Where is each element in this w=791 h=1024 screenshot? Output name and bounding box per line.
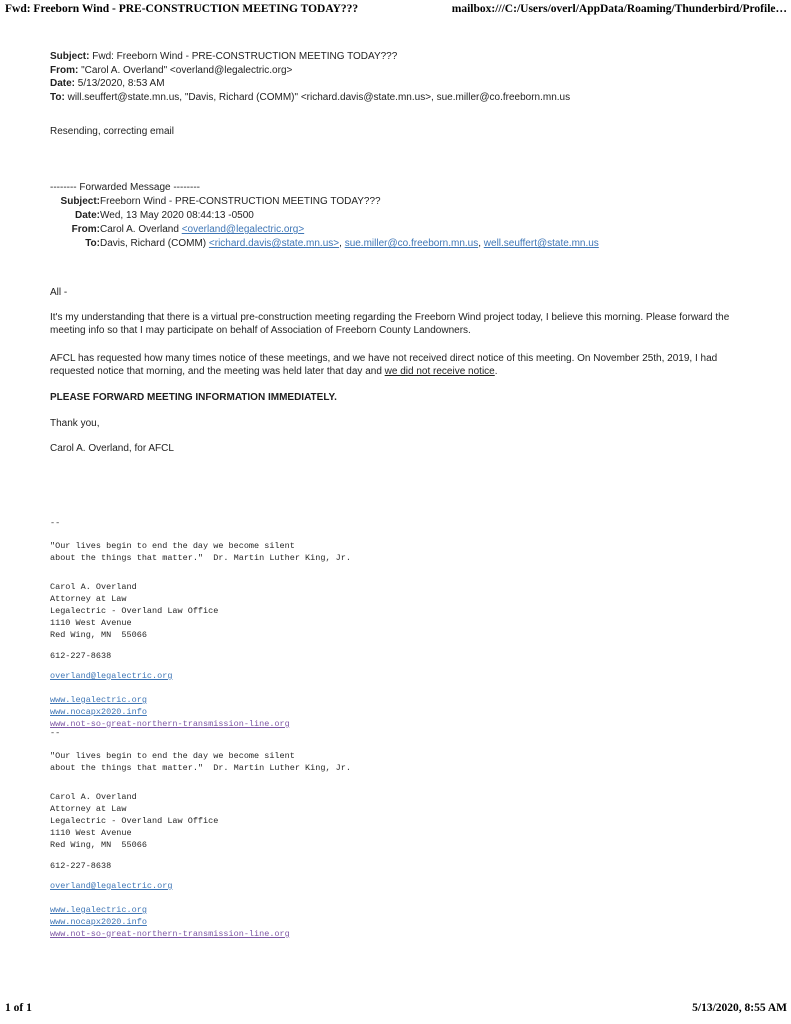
fwd-date-row — [50, 209, 750, 223]
sig-dashes: -- — [50, 518, 61, 528]
forwarded-message-block — [50, 181, 750, 251]
print-footer-page-count: 1 of 1 — [5, 1002, 32, 1014]
sig-dashes: -- — [50, 728, 61, 738]
mail-headers — [50, 50, 750, 104]
sig-link1-row — [50, 694, 750, 706]
demand-line: PLEASE FORWARD MEETING INFORMATION IMMEDIATELY. — [50, 392, 337, 403]
para2-underlined-phrase: we did not receive notice — [384, 365, 495, 377]
fwd-to-sep2: , — [478, 238, 484, 249]
print-header — [5, 3, 787, 15]
sig-link2-row — [50, 916, 750, 928]
nocapx-link[interactable]: www.nocapx2020.info — [50, 917, 147, 927]
transmission-line-link[interactable]: www.not-so-great-northern-transmission-line.org — [50, 719, 290, 729]
fwd-subject-value: Freeborn Wind - PRE-CONSTRUCTION MEETING TODAY??? — [100, 196, 381, 207]
sig-email-link[interactable]: overland@legalectric.org — [50, 671, 173, 681]
sig-name: Carol A. Overland — [50, 582, 137, 592]
sig-email-link[interactable]: overland@legalectric.org — [50, 881, 173, 891]
date-value: 5/13/2020, 8:53 AM — [77, 78, 165, 89]
sig-quote-line2: about the things that matter." Dr. Martin Luther King, Jr. — [50, 553, 351, 563]
header-date-row — [50, 77, 750, 91]
fwd-from-row — [50, 223, 750, 237]
fwd-to-row — [50, 237, 750, 251]
fwd-from-value — [100, 223, 304, 237]
sig-link2-row — [50, 706, 750, 718]
print-header-title: Fwd: Freeborn Wind - PRE-CONSTRUCTION MEETING TODAY??? — [5, 3, 359, 15]
fwd-to-link-richard[interactable]: <richard.davis@state.mn.us> — [208, 238, 340, 249]
fwd-from-email-link[interactable]: <overland@legalectric.org> — [181, 224, 305, 235]
to-value: will.seuffert@state.mn.us, "Davis, Richard (COMM)" <richard.davis@state.mn.us>, sue.miller@co.freeborn.mn.us — [67, 91, 571, 103]
sig-link1-row — [50, 904, 750, 916]
sig-quote-line2: about the things that matter." Dr. Martin Luther King, Jr. — [50, 763, 351, 773]
sig-link3-row — [50, 928, 750, 940]
from-label: From: — [50, 64, 82, 76]
sig-email-row — [50, 670, 750, 682]
fwd-to-name: Davis, Richard (COMM) — [100, 238, 209, 249]
paragraph-meeting-request: It's my understanding that there is a virtual pre-construction meeting regarding the Freeborn Wind project today, I believe this morning. Please forward the meeting info so that I may participate on behalf of Association of Freeborn County Landowners. — [50, 312, 730, 336]
fwd-to-link-will[interactable]: well.seuffert@state.mn.us — [483, 238, 599, 249]
date-label: Date: — [50, 78, 78, 89]
transmission-line-link[interactable]: www.not-so-great-northern-transmission-line.org — [50, 929, 290, 939]
fwd-to-value — [100, 237, 599, 251]
subject-value: Fwd: Freeborn Wind - PRE-CONSTRUCTION MEETING TODAY??? — [92, 51, 398, 62]
paragraph-notice-history — [50, 353, 750, 378]
header-to-row — [50, 91, 750, 105]
from-value: "Carol A. Overland" <overland@legalectric.org> — [81, 64, 293, 76]
sig-street: 1110 West Avenue — [50, 828, 132, 838]
sig-title: Attorney at Law — [50, 804, 127, 814]
signature-block-1 — [50, 517, 750, 730]
sig-city: Red Wing, MN 55066 — [50, 630, 147, 640]
intro-text: Resending, correcting email — [50, 126, 174, 137]
fwd-date-value: Wed, 13 May 2020 08:44:13 -0500 — [100, 210, 254, 221]
print-footer — [5, 1002, 787, 1014]
sig-email-row — [50, 880, 750, 892]
sig-quote-line1: "Our lives begin to end the day we become silent — [50, 751, 295, 761]
sig-title: Attorney at Law — [50, 594, 127, 604]
signature-block-2 — [50, 727, 750, 940]
fwd-to-label: To: — [85, 238, 100, 249]
sig-street: 1110 West Avenue — [50, 618, 132, 628]
fwd-to-link-sue[interactable]: sue.miller@co.freeborn.mn.us — [344, 238, 479, 249]
sig-name: Carol A. Overland — [50, 792, 137, 802]
nocapx-link[interactable]: www.nocapx2020.info — [50, 707, 147, 717]
thanks-line: Thank you, — [50, 418, 100, 429]
sig-city: Red Wing, MN 55066 — [50, 840, 147, 850]
para2-text: AFCL has requested how many times notice of these meetings, and we have not received direct notice of this meeting. On November 25th, 2019, I had requested notice that morning, and the meeting was held later that day and — [50, 353, 718, 377]
fwd-from-label: From: — [71, 224, 100, 235]
fwd-to-sep1: , — [339, 238, 345, 249]
sig-quote-line1: "Our lives begin to end the day we become silent — [50, 541, 295, 551]
legalectric-link[interactable]: www.legalectric.org — [50, 905, 147, 915]
print-footer-datetime: 5/13/2020, 8:55 AM — [692, 1002, 787, 1014]
subject-label: Subject: — [50, 51, 93, 62]
print-header-url: mailbox:///C:/Users/overl/AppData/Roaming/Thunderbird/Profile… — [451, 3, 787, 15]
signoff-line: Carol A. Overland, for AFCL — [50, 443, 174, 454]
fwd-date-label: Date: — [74, 210, 100, 221]
fwd-subject-label: Subject: — [60, 196, 100, 207]
sig-firm: Legalectric - Overland Law Office — [50, 606, 219, 616]
header-from-row — [50, 64, 750, 78]
sig-phone: 612-227-8638 — [50, 861, 112, 871]
header-subject-row — [50, 50, 750, 64]
forwarded-separator: -------- Forwarded Message -------- — [50, 182, 200, 193]
para2-period: . — [494, 365, 498, 377]
sig-phone: 612-227-8638 — [50, 651, 112, 661]
fwd-from-name: Carol A. Overland — [100, 224, 182, 235]
salutation: All - — [50, 287, 68, 298]
sig-firm: Legalectric - Overland Law Office — [50, 816, 219, 826]
to-label: To: — [50, 91, 68, 103]
legalectric-link[interactable]: www.legalectric.org — [50, 695, 147, 705]
fwd-subject-row — [50, 195, 750, 209]
